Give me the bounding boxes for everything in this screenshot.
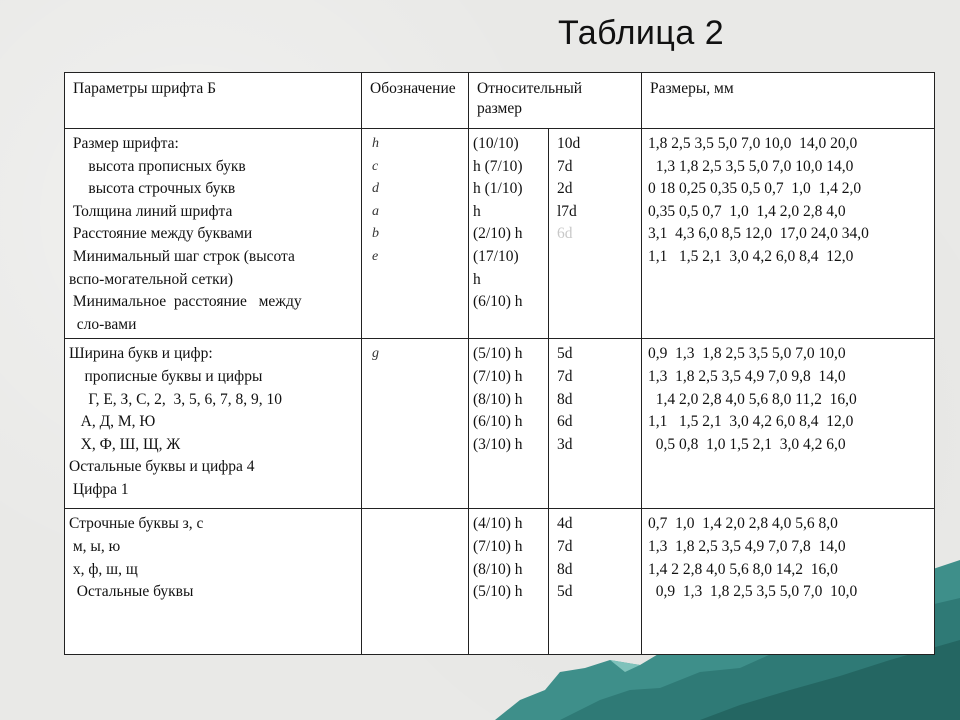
symbol: b xyxy=(372,226,379,242)
relative-d-value: 7d xyxy=(557,367,573,385)
params-cell xyxy=(65,509,362,655)
header-sizes: Размеры, мм xyxy=(642,73,935,129)
param-line: Г, Е, З, С, 2, 3, 5, 6, 7, 8, 9, 10 xyxy=(69,390,283,408)
relative-value: (7/10) h xyxy=(473,537,523,555)
param-line: Расстояние между буквами xyxy=(69,225,253,243)
symbol-cell xyxy=(362,509,469,655)
relative-cell xyxy=(469,509,549,655)
relative-value: h xyxy=(473,202,481,220)
relative-d-value: 5d xyxy=(557,583,573,601)
relative-value: (2/10) h xyxy=(473,225,523,243)
symbol: h xyxy=(372,136,379,151)
relative-value: (6/10) h xyxy=(473,293,523,311)
symbol-cell xyxy=(362,129,469,339)
sizes-line: 1,3 1,8 2,5 3,5 4,9 7,0 7,8 14,0 xyxy=(648,537,846,555)
relative-d-cell xyxy=(549,509,642,655)
sizes-cell xyxy=(642,129,935,339)
relative-value: (7/10) h xyxy=(473,367,523,385)
relative-d-cell xyxy=(549,339,642,509)
sizes-line: 1,1 1,5 2,1 3,0 4,2 6,0 8,4 12,0 xyxy=(648,413,854,431)
relative-value: (8/10) h xyxy=(473,560,523,578)
sizes-line: 0,9 1,3 1,8 2,5 3,5 5,0 7,0 10,0 xyxy=(648,583,858,601)
relative-d-value: 10d xyxy=(557,135,581,152)
param-line: прописные буквы и цифры xyxy=(69,367,263,385)
header-symbol: Обозначение xyxy=(362,73,469,129)
param-line: Минимальный шаг строк (высота xyxy=(69,247,295,265)
param-line: Минимальное расстояние между xyxy=(69,293,302,311)
sizes-line: 0,5 0,8 1,0 1,5 2,1 3,0 4,2 6,0 xyxy=(648,435,846,453)
param-line: Цифра 1 xyxy=(69,480,129,498)
sizes-line: 0,7 1,0 1,4 2,0 2,8 4,0 5,6 8,0 xyxy=(648,515,838,533)
relative-d-cell xyxy=(549,129,642,339)
relative-d-value: 8d xyxy=(557,390,573,408)
param-line: высота строчных букв xyxy=(69,180,236,198)
param-line: м, ы, ю xyxy=(69,537,121,555)
symbol: d xyxy=(372,181,379,197)
param-line: Строчные буквы з, с xyxy=(69,515,204,533)
sizes-cell xyxy=(642,509,935,655)
param-line: Размер шрифта: xyxy=(69,135,179,152)
param-line: Толщина линий шрифта xyxy=(69,202,233,220)
sizes-cell xyxy=(642,339,935,509)
relative-value: (17/10) xyxy=(473,247,519,265)
relative-value: (6/10) h xyxy=(473,413,523,431)
sizes-line: 1,4 2 2,8 4,0 5,6 8,0 14,2 16,0 xyxy=(648,560,838,578)
relative-d-value: 7d xyxy=(557,537,573,555)
relative-value: (4/10) h xyxy=(473,515,523,533)
symbol-cell xyxy=(362,339,469,509)
relative-cell xyxy=(469,129,549,339)
relative-d-value: l7d xyxy=(557,202,577,220)
font-parameters-table xyxy=(64,72,935,655)
symbol: e xyxy=(372,248,379,264)
relative-d-value: 8d xyxy=(557,560,573,578)
table-row-letter-width xyxy=(65,339,935,509)
param-line: Х, Ф, Ш, Щ, Ж xyxy=(69,435,181,453)
param-line: Остальные буквы xyxy=(69,583,194,601)
param-line: высота прописных букв xyxy=(69,157,246,175)
sizes-line: 0 18 0,25 0,35 0,5 0,7 1,0 1,4 2,0 xyxy=(648,180,862,198)
relative-value: h xyxy=(473,270,481,288)
table-row-lowercase xyxy=(65,509,935,655)
param-line: вспо-могательной сетки) xyxy=(69,270,234,288)
relative-value: (5/10) h xyxy=(473,583,523,601)
sizes-line: 0,9 1,3 1,8 2,5 3,5 5,0 7,0 10,0 xyxy=(648,345,846,363)
relative-d-value: 4d xyxy=(557,515,573,533)
sizes-line: 1,3 1,8 2,5 3,5 5,0 7,0 10,0 14,0 xyxy=(648,157,854,175)
relative-value: (10/10) xyxy=(473,135,519,152)
sizes-line: 3,1 4,3 6,0 8,5 12,0 17,0 24,0 34,0 xyxy=(648,225,869,243)
relative-d-value: 3d xyxy=(557,435,573,453)
relative-d-value: 5d xyxy=(557,345,573,363)
relative-d-value: 7d xyxy=(557,157,573,175)
relative-value: (5/10) h xyxy=(473,345,523,363)
relative-value: (8/10) h xyxy=(473,390,523,408)
slide-title: Таблица 2 xyxy=(558,14,725,52)
relative-d-value-faded: 6d xyxy=(557,225,573,243)
header-relative-size: Относительный размер xyxy=(469,73,642,129)
header-params: Параметры шрифта Б xyxy=(65,73,362,129)
params-cell xyxy=(65,339,362,509)
table-row-font-size xyxy=(65,129,935,339)
sizes-line: 0,35 0,5 0,7 1,0 1,4 2,0 2,8 4,0 xyxy=(648,202,846,220)
sizes-line: 1,8 2,5 3,5 5,0 7,0 10,0 14,0 20,0 xyxy=(648,135,858,152)
relative-d-value: 6d xyxy=(557,413,573,431)
param-line: сло-вами xyxy=(69,315,137,333)
table-header-row xyxy=(65,73,935,129)
symbol: a xyxy=(372,203,379,219)
relative-cell xyxy=(469,339,549,509)
param-line: Ширина букв и цифр: xyxy=(69,345,213,363)
sizes-line: 1,4 2,0 2,8 4,0 5,6 8,0 11,2 16,0 xyxy=(648,390,857,408)
sizes-line: 1,1 1,5 2,1 3,0 4,2 6,0 8,4 12,0 xyxy=(648,247,854,265)
relative-value: h (7/10) xyxy=(473,157,523,175)
param-line: А, Д, М, Ю xyxy=(69,413,156,431)
param-line: х, ф, ш, щ xyxy=(69,560,138,578)
symbol: c xyxy=(372,158,379,174)
param-line: Остальные буквы и цифра 4 xyxy=(69,458,255,476)
relative-value: (3/10) h xyxy=(473,435,523,453)
relative-d-value: 2d xyxy=(557,180,573,198)
sizes-line: 1,3 1,8 2,5 3,5 4,9 7,0 9,8 14,0 xyxy=(648,367,846,385)
relative-value: h (1/10) xyxy=(473,180,523,198)
symbol: g xyxy=(372,346,379,362)
params-cell xyxy=(65,129,362,339)
